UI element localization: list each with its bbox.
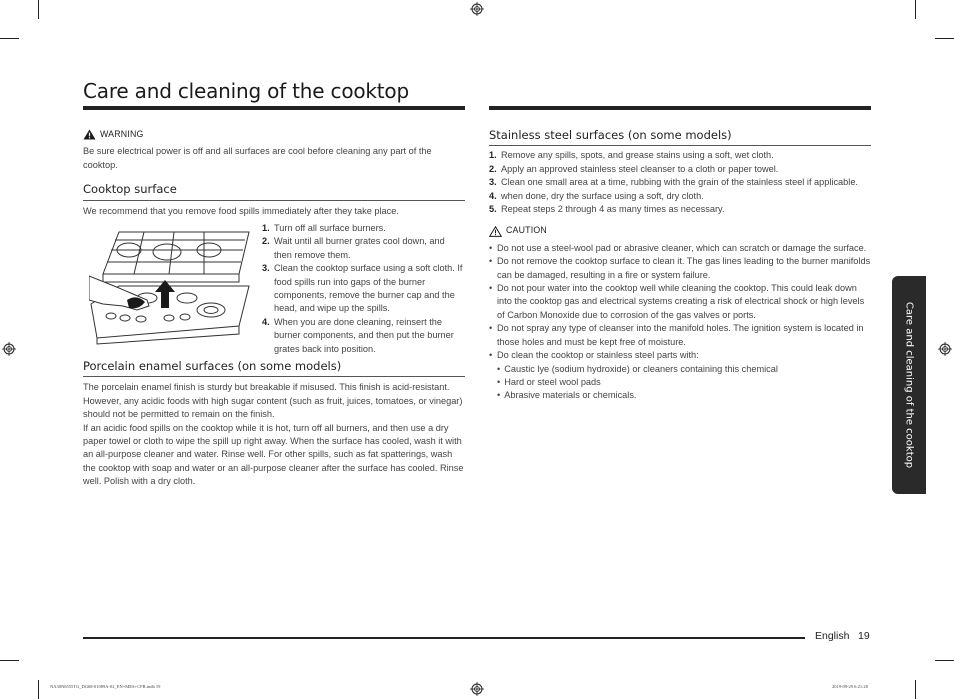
- crop-mark: [0, 38, 19, 39]
- crop-mark: [935, 38, 954, 39]
- cooktop-surface-intro: We recommend that you remove food spills immediately after they take place.: [83, 205, 399, 216]
- registration-mark-icon: [938, 342, 952, 356]
- caution-heading: [489, 224, 871, 237]
- list-item: 4. When you are done cleaning, reinsert the burner components, and then put the burner grates back into position.: [262, 316, 454, 354]
- list-item: • Caustic lye (sodium hydroxide) or cleaners containing this chemical: [497, 363, 778, 374]
- right-column: [489, 127, 871, 403]
- registration-mark-icon: [470, 2, 484, 16]
- list-item: 2. Apply an approved stainless steel cleanser to a cloth or paper towel.: [489, 163, 779, 174]
- caution-label: CAUTION: [506, 225, 547, 236]
- crop-mark: [38, 0, 39, 19]
- list-item: 3. Clean one small area at a time, rubbing with the grain of the stainless steel if applicable.: [489, 177, 858, 188]
- title-rule-left: [83, 106, 465, 110]
- list-item: • Do not pour water into the cooktop well while cleaning the cooktop. This could leak down into the cooktop gas and electrical systems creating a risk of electrical shock or high levels of Carbon Monoxide due to corrosion of the gas valves or ports.: [489, 283, 865, 320]
- caution-triangle-icon: [489, 226, 502, 237]
- stainless-steps: [489, 149, 871, 216]
- cooktop-surface-heading: Cooktop surface: [83, 183, 465, 200]
- caution-sub-bullets: [489, 363, 871, 403]
- page-title: Care and cleaning of the cooktop: [83, 79, 409, 103]
- side-tab-label: Care and cleaning of the cooktop: [903, 301, 915, 469]
- crop-mark: [0, 660, 19, 661]
- cooktop-surface-steps: [262, 222, 465, 356]
- cooktop-cleaning-illustration: [89, 226, 251, 348]
- list-item: • Hard or steel wool pads: [497, 376, 601, 387]
- list-item: • Do not remove the cooktop surface to clean it. The gas lines leading to the burner manifolds can be damaged, resulting in a fire or system failure.: [489, 256, 871, 280]
- page-number: 19: [858, 630, 870, 642]
- list-item: • Do not use a steel-wool pad or abrasive cleaner, which can scratch or damage the surface.: [489, 242, 867, 253]
- title-rule-right: [489, 106, 871, 110]
- warning-heading: [83, 128, 465, 141]
- list-item: 2. Wait until all burner grates cool down, and then remove them.: [262, 236, 445, 260]
- list-item: • Do not spray any type of cleanser into the manifold holes. The ignition system is located in those holes and must be kept free of moisture.: [489, 323, 864, 347]
- crop-mark: [935, 660, 954, 661]
- list-item: 5. Repeat steps 2 through 4 as many times as necessary.: [489, 204, 725, 215]
- list-item: 3. Clean the cooktop surface using a soft cloth. If food spills run into gaps of the burner components, remove the burner cap and the head, and wipe up the spills.: [262, 263, 463, 314]
- registration-mark-icon: [2, 342, 16, 356]
- footer-rule: [83, 637, 805, 639]
- crop-mark: [915, 680, 916, 699]
- side-tab: [892, 276, 926, 494]
- list-item: 4. when done, dry the surface using a soft, dry cloth.: [489, 190, 704, 201]
- porcelain-heading: Porcelain enamel surfaces (on some models): [83, 360, 465, 377]
- porcelain-para-2: If an acidic food spills on the cooktop while it is hot, turn off all burners, and then use a dry paper towel or cloth to wipe the spill up right away. When the surface has cooled, wash it with an all-purpose cleaner and water. Rinse well. For other spills, such as fat spatterings, wash the cooktop with soap and water or an all-purpose cleaner after the surface has cooled. Rinse well. Polish with a dry cloth.: [83, 422, 464, 487]
- print-file-info: NA30N6555TG_DG68-01089A-02_EN+MES+CFR.indb 19: [50, 684, 161, 689]
- list-item: • Do clean the cooktop or stainless steel parts with:: [489, 350, 699, 361]
- list-item: • Abrasive materials or chemicals.: [497, 390, 637, 401]
- crop-mark: [915, 0, 916, 19]
- cooktop-surface-block: [83, 218, 465, 358]
- crop-mark: [38, 680, 39, 699]
- list-item: 1. Turn off all surface burners.: [262, 223, 386, 234]
- warning-text: Be sure electrical power is off and all surfaces are cool before cleaning any part of the cooktop.: [83, 146, 432, 170]
- warning-label: WARNING: [100, 129, 144, 139]
- caution-bullets: [489, 242, 871, 363]
- stainless-heading: Stainless steel surfaces (on some models): [489, 129, 871, 146]
- left-column: [83, 127, 465, 489]
- registration-mark-icon: [470, 682, 484, 696]
- footer-language: English: [815, 630, 850, 642]
- porcelain-para-1: The porcelain enamel finish is sturdy but breakable if misused. This finish is acid-resistant. However, any acidic foods with high sugar content (such as fruit, juices, tomatoes, or vinegar) should not be permitted to remain on the finish.: [83, 382, 463, 420]
- print-date-info: 2019-09-29 6:21:28: [832, 684, 868, 689]
- list-item: 1. Remove any spills, spots, and grease stains using a soft, wet cloth.: [489, 150, 774, 161]
- warning-triangle-icon: [83, 129, 96, 140]
